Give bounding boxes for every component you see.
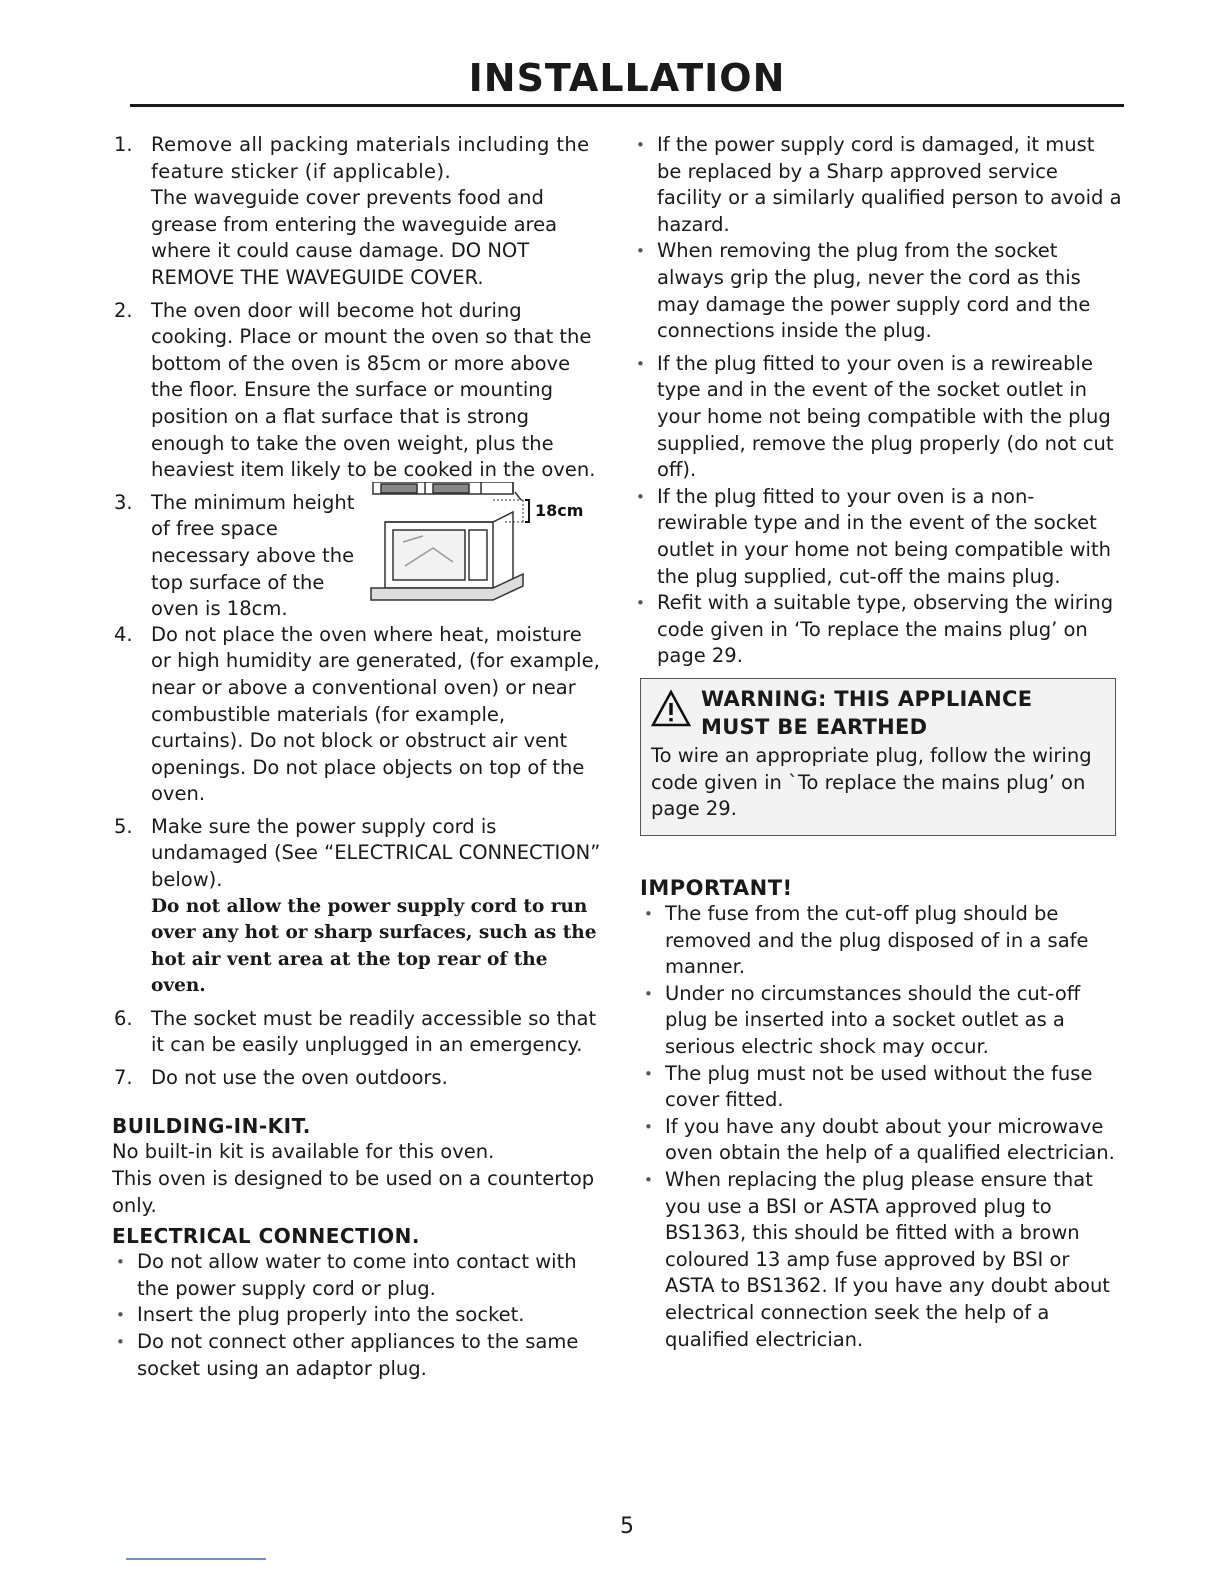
list-item: • If the plug fitted to your oven is a non-rewirable type and in the event of the socket outlet in your home not being compatible with the plug supplied, cut-off the mains plug. <box>632 484 1124 590</box>
left-column <box>112 132 602 1382</box>
section-heading: ELECTRICAL CONNECTION. <box>112 1224 421 1249</box>
footer-link-underline <box>126 1558 266 1560</box>
list-item: • If the plug fitted to your oven is a rewireable type and in the event of the socket outlet in your home not being compatible with the plug supplied, remove the plug properly (do not cut off). <box>632 351 1124 484</box>
section-heading: BUILDING-IN-KIT. <box>112 1114 311 1139</box>
page-title: INSTALLATION <box>468 56 786 100</box>
power-cord-bullets <box>632 132 1124 670</box>
list-item: • Do not allow water to come into contact with the power supply cord or plug. <box>112 1249 602 1302</box>
step-7 <box>112 1065 602 1092</box>
list-item: • Refit with a suitable type, observing the wiring code given in ‘To replace the mains plug’ on page 29. <box>632 590 1124 670</box>
section-text: This oven is designed to be used on a countertop only. <box>112 1167 595 1217</box>
step-number: 6. <box>114 1006 133 1030</box>
page-number: 5 <box>620 1514 634 1539</box>
step-6 <box>112 1006 602 1059</box>
installation-steps <box>112 132 602 1091</box>
step-number: 5. <box>114 814 133 838</box>
list-item: • Do not connect other appliances to the same socket using an adaptor plug. <box>112 1329 602 1382</box>
step-number: 3. <box>114 490 133 514</box>
step-text: Remove all packing materials including the feature sticker (if applicable). <box>151 133 590 183</box>
warning-box <box>640 678 1116 836</box>
step-text: The oven door will become hot during cooking. Place or mount the oven so that the bottom of the oven is 85cm or more above the floor. Ensure the surface or mounting position on a flat surface that is strong enough to take the oven weight, plus the heaviest item likely to be cooked in the oven. <box>151 298 596 482</box>
step-4 <box>112 622 602 808</box>
step-text: The socket must be readily accessible so that it can be easily unplugged in an emergency. <box>151 1006 597 1057</box>
clearance-label: 18cm <box>535 500 584 520</box>
warning-title: WARNING: THIS APPLIANCE <box>701 687 1033 711</box>
step-3 <box>112 490 602 621</box>
list-item: • If you have any doubt about your microwave oven obtain the help of a qualified electrician. <box>640 1114 1124 1167</box>
warning-text: To wire an appropriate plug, follow the wiring code given in `To replace the mains plug’ on page 29. <box>651 744 1092 821</box>
step-number: 1. <box>114 133 133 156</box>
step-text: Do not use the oven outdoors. <box>151 1065 448 1089</box>
warning-title: MUST BE EARTHED <box>701 715 928 739</box>
right-column <box>632 132 1124 670</box>
step-text: The minimum height of free space necessary above the top surface of the oven is 18cm. <box>151 490 355 621</box>
list-item: • If the power supply cord is damaged, it must be replaced by a Sharp approved service facility or a similarly qualified person to avoid a hazard. <box>632 132 1124 238</box>
title-rule <box>130 104 1124 107</box>
warning-triangle-icon <box>651 689 691 729</box>
list-item: • The fuse from the cut-off plug should be removed and the plug disposed of in a safe manner. <box>640 901 1124 981</box>
list-item: • Under no circumstances should the cut-off plug be inserted into a socket outlet as a serious electric shock may occur. <box>640 981 1124 1061</box>
building-in-kit-section <box>112 1113 602 1219</box>
important-bullets <box>640 901 1124 1353</box>
list-item: • When replacing the plug please ensure that you use a BSI or ASTA approved plug to BS1363, this should be fitted with a brown coloured 13 amp fuse approved by BSI or ASTA to BS1362. If you have any doubt about electrical connection seek the help of a qualified electrician. <box>640 1167 1124 1353</box>
step-text: Make sure the power supply cord is undamaged (See “ELECTRICAL CONNECTION” below). <box>151 814 601 892</box>
step-number: 2. <box>114 298 133 322</box>
list-item: • When removing the plug from the socket always grip the plug, never the cord as this may damage the power supply cord and the connections inside the plug. <box>632 238 1124 344</box>
oven-clearance-diagram <box>363 482 603 614</box>
list-item: • Insert the plug properly into the socket. <box>112 1302 602 1329</box>
step-number: 4. <box>114 622 133 646</box>
electrical-connection-section <box>112 1223 602 1382</box>
electrical-bullets <box>112 1249 602 1382</box>
step-2 <box>112 298 602 484</box>
step-text: Do not place the oven where heat, moisture or high humidity are generated, (for example, near or above a conventional oven) or near combustible materials (for example, curtains). Do not block or obstruct air vent openings. Do not place objects on top of the oven. <box>151 622 600 806</box>
list-item: • The plug must not be used without the fuse cover fitted. <box>640 1061 1124 1114</box>
important-section <box>640 875 1124 1353</box>
section-text: No built-in kit is available for this oven. <box>112 1140 495 1164</box>
section-heading: IMPORTANT! <box>640 876 793 900</box>
step-1 <box>112 132 602 292</box>
step-number: 7. <box>114 1065 133 1089</box>
step-text: The waveguide cover prevents food and grease from entering the waveguide area where it could cause damage. DO NOT REMOVE THE WAVEGUIDE COVER. <box>151 186 558 289</box>
step-warning-text: Do not allow the power supply cord to run over any hot or sharp surfaces, such as the hot air vent area at the top rear of the oven. <box>151 895 597 997</box>
step-5 <box>112 814 602 1000</box>
